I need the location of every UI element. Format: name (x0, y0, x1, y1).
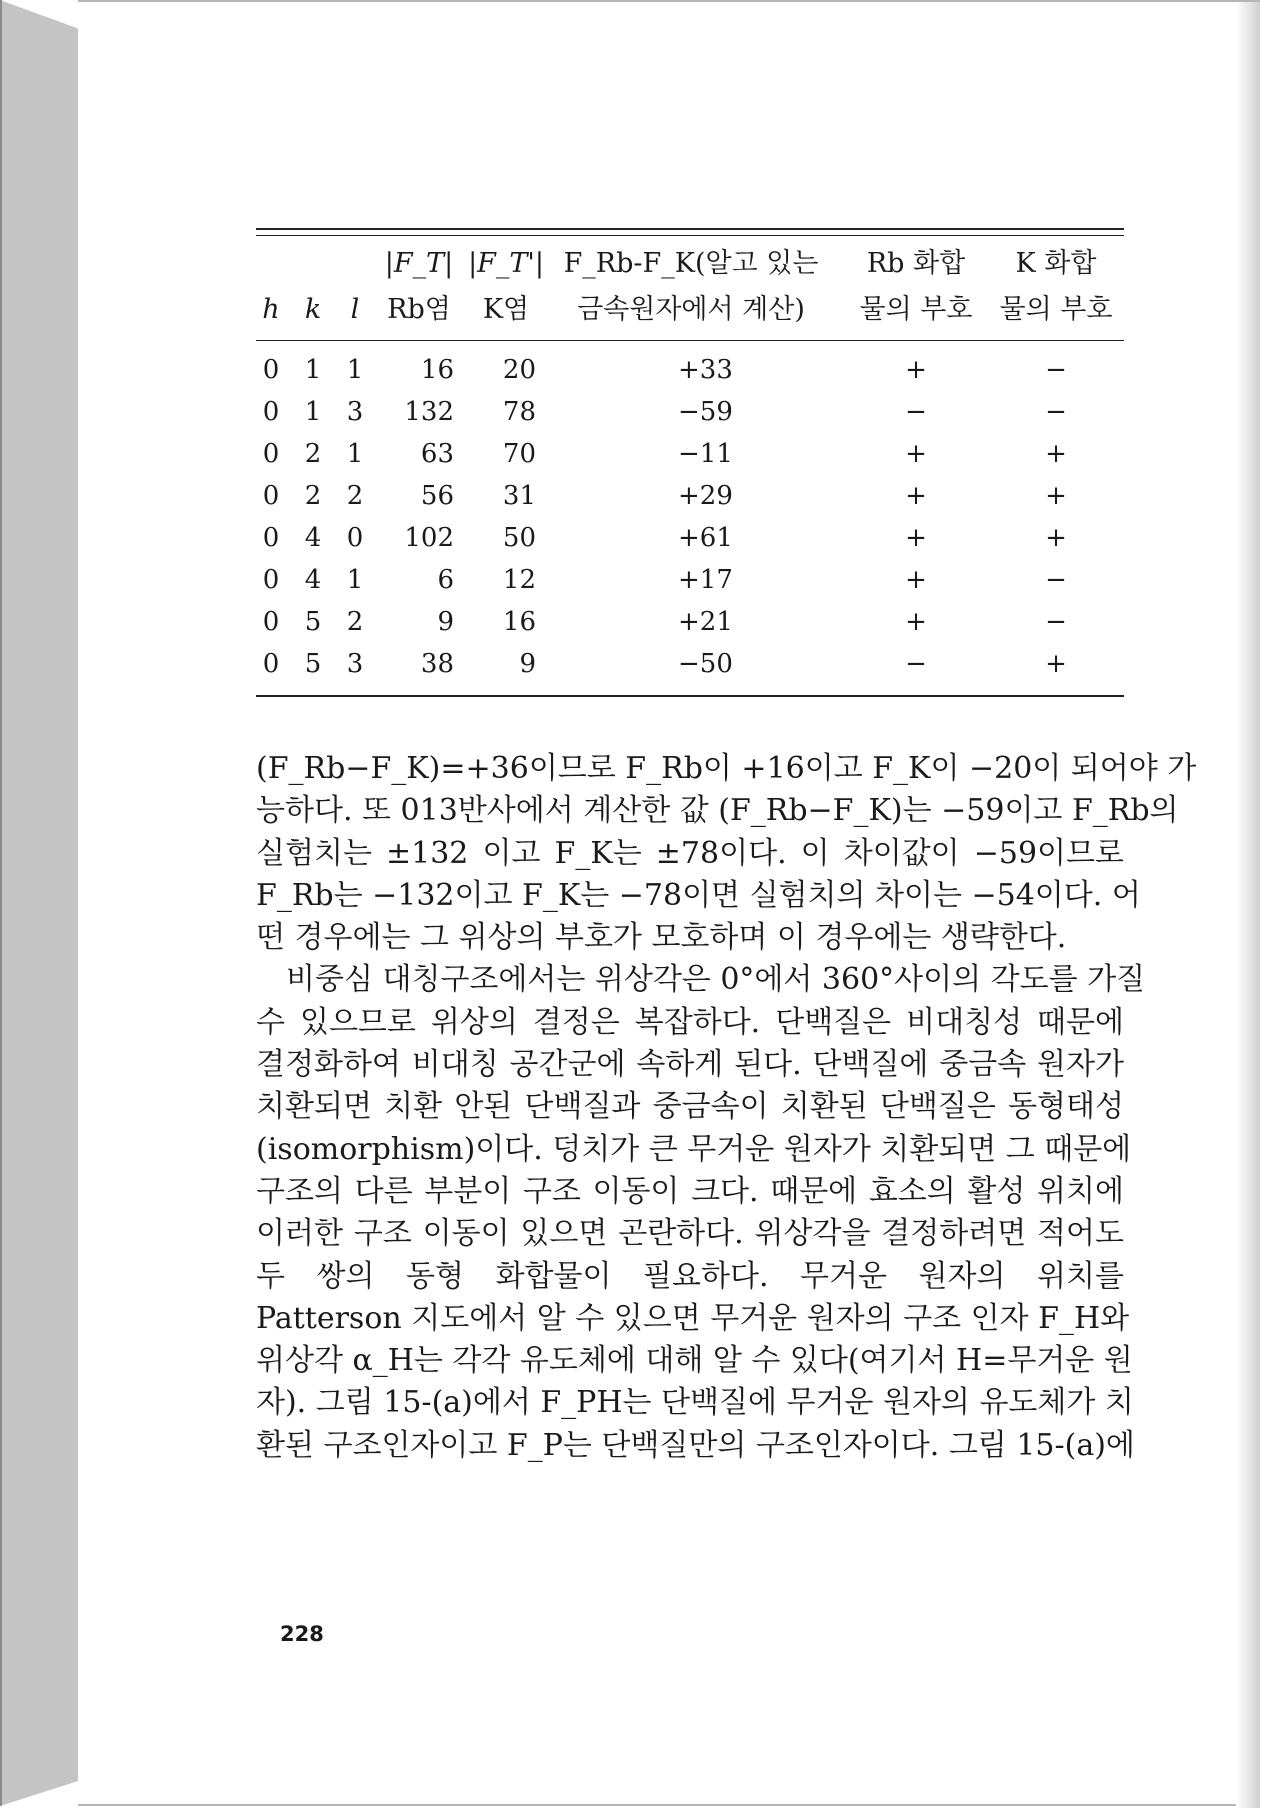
paragraph-1-line: 떤 경우에는 그 위상의 부호가 모호하며 이 경우에는 생략한다. (256, 920, 1067, 956)
cell-l: 2 (346, 607, 364, 637)
cell-k: 4 (304, 523, 322, 553)
paragraph-2-line: 환된 구조인자이고 F_P는 단백질만의 구조인자이다. 그림 15-(a)에 (256, 1427, 1135, 1463)
cell-rb: 9 (437, 607, 454, 637)
cell-k-sign: + (1045, 481, 1067, 511)
paragraph-1-line: (F_Rb−F_K)=+36이므로 F_Rb이 +16이고 F_K이 −20이 되어야 가 (256, 751, 1197, 786)
paragraph-2-line: 결정화하여 비대칭 공간군에 속하게 된다. 단백질에 중금속 원자가 (256, 1047, 1124, 1083)
cell-l: 1 (346, 439, 364, 469)
cell-h: 0 (262, 649, 280, 679)
cell-rb-sign: + (905, 439, 927, 469)
header-rb-sign-top: Rb 화합 (866, 248, 966, 279)
paragraph-2-line: 구조의 다른 부분이 구조 이동이 크다. 때문에 효소의 활성 위치에 (256, 1173, 1124, 1209)
cell-k: 2 (304, 481, 322, 511)
table-bottom-rule (256, 695, 1124, 697)
cell-k-value: 31 (502, 481, 536, 511)
cell-rb-sign: + (905, 481, 927, 511)
table-row (256, 351, 1124, 393)
cell-rb: 63 (420, 439, 454, 469)
cell-k-value: 12 (502, 565, 536, 595)
header-ftp-bottom: K염 (482, 294, 530, 325)
cell-h: 0 (262, 607, 280, 637)
cell-k-value: 50 (502, 523, 536, 553)
table-row (256, 393, 1124, 435)
cell-diff: −59 (678, 397, 733, 427)
page-edge-shadow (1236, 2, 1260, 1808)
table-top-rule (256, 228, 1124, 236)
cell-rb-sign: + (905, 523, 927, 553)
table-body (256, 341, 1124, 695)
cell-diff: −11 (678, 439, 733, 469)
cell-l: 1 (346, 355, 364, 385)
header-ftp-top: |F_T'| (468, 248, 544, 279)
cell-rb: 6 (437, 565, 454, 595)
cell-diff: −50 (678, 649, 733, 679)
cell-rb-sign: + (905, 565, 927, 595)
cell-rb-sign: + (905, 607, 927, 637)
header-k-sign-top: K 화합 (1015, 248, 1097, 279)
cell-k: 2 (304, 439, 322, 469)
cell-diff: +21 (678, 607, 733, 637)
cell-diff: +61 (678, 523, 733, 553)
cell-k-sign: + (1045, 523, 1067, 553)
cell-k-value: 16 (502, 607, 536, 637)
header-ft-bottom: Rb염 (387, 294, 451, 325)
paragraph-1-line: 능하다. 또 013반사에서 계산한 값 (F_Rb−F_K)는 −59이고 F_Rb의 (256, 793, 1179, 829)
table-row (256, 645, 1124, 687)
cell-h: 0 (262, 355, 280, 385)
book-spine-edge (0, 0, 2, 1806)
cell-k-sign: + (1045, 439, 1067, 469)
cell-rb: 16 (420, 355, 454, 385)
paragraph-2-line: 위상각 α_H는 각각 유도체에 대해 알 수 있다(여기서 H=무거운 원 (256, 1343, 1133, 1379)
cell-k-value: 70 (502, 439, 536, 469)
table-row (256, 435, 1124, 477)
header-ft-top: |F_T| (384, 248, 454, 279)
data-table (256, 228, 1124, 697)
cell-k-value: 9 (519, 649, 536, 679)
cell-k: 5 (304, 649, 322, 679)
cell-h: 0 (262, 481, 280, 511)
cell-rb: 102 (404, 523, 454, 553)
cell-rb: 38 (420, 649, 454, 679)
cell-k-sign: − (1045, 565, 1067, 595)
header-k-sign-bottom: 물의 부호 (999, 294, 1113, 325)
header-rb-sign-bottom: 물의 부호 (859, 294, 973, 325)
cell-h: 0 (262, 523, 280, 553)
cell-h: 0 (262, 439, 280, 469)
paragraph-2-line: 이러한 구조 이동이 있으면 곤란하다. 위상각을 결정하려면 적어도 (256, 1216, 1124, 1252)
cell-rb-sign: + (905, 355, 927, 385)
table-header (256, 236, 1124, 340)
cell-k-sign: − (1045, 355, 1067, 385)
paragraph-2-line: 두 쌍의 동형 화합물이 필요하다. 무거운 원자의 위치를 (256, 1258, 1124, 1294)
header-h: h (262, 294, 280, 325)
cell-diff: +29 (678, 481, 733, 511)
body-text (256, 748, 1197, 1467)
cell-l: 2 (346, 481, 364, 511)
cell-k: 5 (304, 607, 322, 637)
paragraph-1-line: F_Rb는 −132이고 F_K는 −78이면 실험치의 차이는 −54이다. 어 (256, 877, 1141, 913)
cell-diff: +17 (678, 565, 733, 595)
cell-k-value: 20 (502, 355, 536, 385)
paragraph-2-line: 치환되면 치환 안된 단백질과 중금속이 치환된 단백질은 동형태성 (256, 1089, 1124, 1125)
cell-h: 0 (262, 397, 280, 427)
paragraph-1-line: 실험치는 ±132 이고 F_K는 ±78이다. 이 차이값이 −59이므로 (256, 835, 1124, 871)
cell-diff: +33 (678, 355, 733, 385)
table-row (256, 519, 1124, 561)
cell-k: 1 (304, 397, 322, 427)
table-row (256, 603, 1124, 645)
header-diff-top: F_Rb-F_K(알고 있는 (563, 248, 819, 279)
cell-k-sign: + (1045, 649, 1067, 679)
cell-rb-sign: − (905, 397, 927, 427)
cell-rb: 132 (404, 397, 454, 427)
paragraph-2-line: 수 있으므로 위상의 결정은 복잡하다. 단백질은 비대칭성 때문에 (256, 1004, 1124, 1040)
paragraph-2-line: Patterson 지도에서 알 수 있으면 무거운 원자의 구조 인자 F_H와 (256, 1300, 1130, 1336)
cell-l: 0 (346, 523, 364, 553)
table-row (256, 561, 1124, 603)
cell-h: 0 (262, 565, 280, 595)
header-l: l (350, 294, 360, 325)
cell-rb-sign: − (905, 649, 927, 679)
cell-rb: 56 (420, 481, 454, 511)
header-diff-bottom: 금속원자에서 계산) (577, 294, 805, 325)
header-k: k (304, 294, 322, 325)
cell-k-value: 78 (502, 397, 536, 427)
table-row (256, 477, 1124, 519)
cell-k-sign: − (1045, 397, 1067, 427)
cell-k-sign: − (1045, 607, 1067, 637)
cell-l: 3 (346, 397, 364, 427)
cell-k: 1 (304, 355, 322, 385)
cell-k: 4 (304, 565, 322, 595)
paragraph-2-line: 비중심 대칭구조에서는 위상각은 0°에서 360°사이의 각도를 가질 (286, 962, 1146, 998)
cell-l: 1 (346, 565, 364, 595)
paragraph-2-line: (isomorphism)이다. 덩치가 큰 무거운 원자가 치환되면 그 때문에 (256, 1131, 1132, 1167)
page-number: 228 (280, 1622, 324, 1646)
cell-l: 3 (346, 649, 364, 679)
paragraph-2-line: 자). 그림 15-(a)에서 F_PH는 단백질에 무거운 원자의 유도체가 치 (256, 1385, 1134, 1421)
book-spine (0, 0, 79, 1806)
